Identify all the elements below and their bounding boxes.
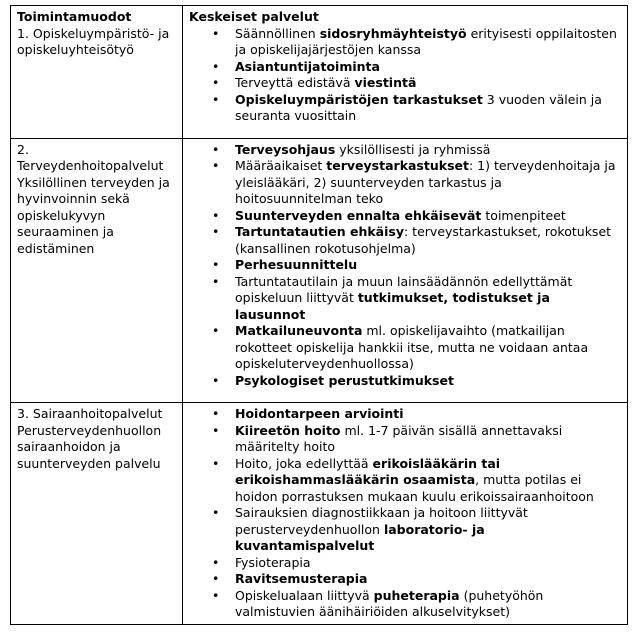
table-row [11, 6, 628, 139]
list-item: • Matkailuneuvonta ml. opiskelijavaihto (matkailijan rokotteet opiskelija hankkii itse, mutta ne voidaan antaa opiskeluterveydenhuollossa) [235, 323, 621, 373]
list-item: • Tartuntatautien ehkäisy: terveystarkastukset, rokotukset (kansallinen rokotusohjelma) [235, 224, 621, 257]
cell-services-r3 [183, 403, 628, 625]
list-item: • Ravitsemusterapia [235, 571, 621, 588]
list-item: • Fysioterapia [235, 555, 621, 572]
list-item: • Säännöllinen sidosryhmäyhteistyö erityisesti oppilaitosten ja opiskelijajärjestöjen kanssa [235, 26, 621, 59]
table-row [11, 138, 628, 403]
list-item: • Psykologiset perustutkimukset [235, 373, 621, 390]
list-item: • Määräaikaiset terveystarkastukset: 1) terveydenhoitaja ja yleislääkäri, 2) suunterveyden tarkastus ja hoitosuunnitelman teko [235, 158, 621, 208]
list-item: • Tartuntatautilain ja muun lainsäädännön edellyttämät opiskeluun liittyvät tutkimukset, todistukset ja lausunnot [235, 274, 621, 324]
list-item: • Opiskeluympäristöjen tarkastukset 3 vuoden välein ja seuranta vuosittain [235, 92, 621, 125]
services-table [10, 5, 628, 625]
service-list [189, 26, 621, 125]
category-label: 2. Terveydenhoitopalvelut Yksilöllinen terveyden ja hyvinvoinnin sekä opiskelukyvyn seuraaminen ja edistäminen [17, 141, 170, 256]
list-item: • Asiantuntijatoiminta [235, 59, 621, 76]
list-item: • Perhesuunnittelu [235, 257, 621, 274]
list-item: • Opiskelualaan liittyvä puheterapia (puhetyöhön valmistuvien äänihäiriöiden alkuselvitykset) [235, 588, 621, 621]
cell-services-r2 [183, 138, 628, 403]
list-item: • Hoidontarpeen arviointi [235, 406, 621, 423]
list-item: • Kiireetön hoito ml. 1-7 päivän sisällä annettavaksi määritelty hoito [235, 423, 621, 456]
column-header-toimintamuodot: Toimintamuodot [17, 9, 132, 24]
list-item: • Hoito, joka edellyttää erikoislääkärin tai erikoishammaslääkärin osaamista, mutta potilas ei hoidon porrastuksen mukaan kuulu erikoissairaanhoitoon [235, 456, 621, 506]
service-list [189, 142, 621, 390]
column-header-keskeiset-palvelut: Keskeiset palvelut [189, 9, 319, 24]
cell-category-r2 [11, 138, 183, 403]
list-item: • Terveysohjaus yksilöllisesti ja ryhmissä [235, 142, 621, 159]
list-item: • Terveyttä edistävä viestintä [235, 75, 621, 92]
service-list [189, 406, 621, 621]
list-item: • Sairauksien diagnostiikkaan ja hoitoon liittyvät perusterveydenhuollon laboratorio- ja kuvantamispalvelut [235, 505, 621, 555]
category-label: 3. Sairaanhoitopalvelut Perusterveydenhuollon sairaanhoidon ja suunterveyden palvelu [17, 406, 163, 471]
list-item: • Suunterveyden ennalta ehkäisevät toimenpiteet [235, 208, 621, 225]
category-label: 1. Opiskeluympäristö- ja opiskeluyhteisötyö [17, 25, 170, 57]
cell-services-r1 [183, 6, 628, 139]
cell-category-r1 [11, 6, 183, 139]
cell-category-r3 [11, 403, 183, 625]
table-row [11, 403, 628, 625]
